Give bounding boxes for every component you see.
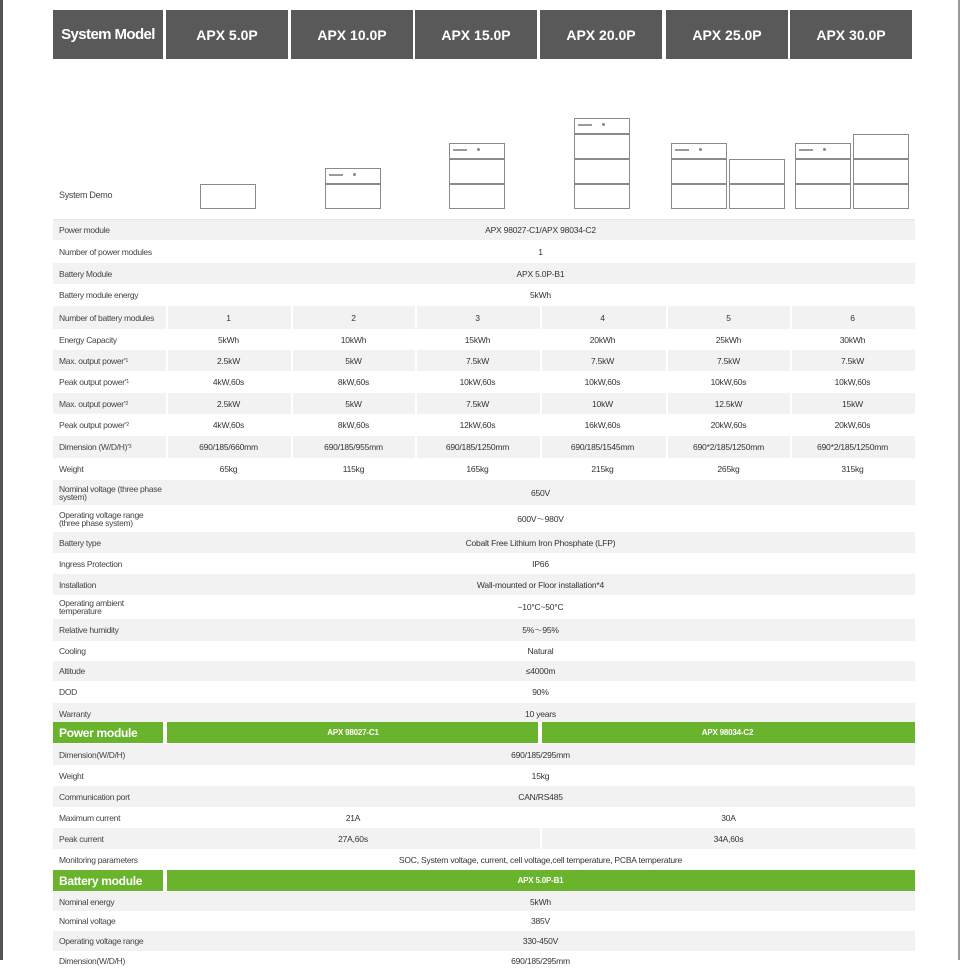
system-demo-row: [53, 62, 915, 220]
spec-row: [53, 661, 915, 681]
spec-label: [53, 807, 163, 828]
power-module-section-header: [53, 722, 915, 743]
spec-label: [53, 681, 163, 703]
spec-row: [53, 807, 915, 828]
spec-row: [53, 436, 915, 458]
spec-label-text: Communication port: [59, 791, 130, 802]
spec-value: 7.5kW: [540, 350, 663, 371]
spec-label-text: Peak output power: [59, 420, 125, 430]
brand-logo-icon: [453, 149, 467, 151]
spec-label-text: Weight: [59, 464, 84, 474]
spec-value: 30A: [540, 807, 915, 828]
spec-value: 690/185/1545mm: [540, 436, 663, 458]
spec-value: 10kW,60s: [415, 371, 538, 393]
spec-value: 20kW,60s: [790, 414, 913, 436]
spec-label: [53, 329, 163, 350]
spec-value: 10 years: [524, 709, 556, 719]
spec-row: [53, 574, 915, 595]
spec-value: 10kW: [540, 393, 663, 414]
spec-value: CAN/RS485: [518, 791, 563, 802]
spec-value: 16kW,60s: [540, 414, 663, 436]
spec-value: 5: [666, 306, 789, 329]
brand-logo-icon: [329, 174, 343, 176]
spec-value: 8kW,60s: [291, 414, 414, 436]
spec-value: 215kg: [540, 458, 663, 480]
spec-row: [53, 505, 915, 532]
screen-edge-left: [0, 0, 3, 960]
spec-label-text: Altitude: [59, 666, 85, 676]
spec-label-text: Battery Module: [59, 268, 112, 279]
demo-unit-6-b-module: [853, 159, 909, 184]
spec-label-text: Peak output power: [59, 377, 125, 387]
spec-value: 2.5kW: [166, 350, 289, 371]
spec-label: [53, 951, 163, 970]
spec-row: [53, 931, 915, 951]
indicator-light-icon: [353, 173, 356, 176]
spec-value: 3: [415, 306, 538, 329]
spec-row: [53, 828, 915, 849]
power-module-model-1: APX 98027-C1: [327, 728, 379, 737]
spec-value: 2.5kW: [166, 393, 289, 414]
spec-value: 600V～980V: [517, 513, 564, 524]
spec-value: 30kWh: [790, 329, 913, 350]
spec-value: 690/185/295mm: [511, 955, 570, 966]
spec-label: [53, 931, 163, 951]
spec-label-text: Nominal voltage (three phase system): [59, 483, 162, 502]
spec-value: 1: [538, 246, 543, 257]
brand-logo-icon: [799, 149, 813, 151]
spec-label: [53, 505, 163, 532]
spec-value: 5kWh: [530, 896, 551, 907]
spec-row: [53, 786, 915, 807]
column-divider: [163, 722, 167, 743]
header-model-2: APX 10.0P: [291, 10, 413, 59]
spec-label: [53, 263, 163, 284]
spec-label-text: Max. output power: [59, 398, 124, 409]
demo-unit-6-b-module: [853, 134, 909, 159]
spec-label-text: Battery type: [59, 537, 101, 548]
spec-row: [53, 350, 915, 371]
spec-value: 1: [166, 306, 289, 329]
spec-value: 90%: [532, 687, 549, 697]
spec-value: 690*2/185/1250mm: [790, 436, 913, 458]
demo-unit-5-a-module: [671, 184, 727, 209]
battery-module-title: Battery module: [59, 873, 143, 888]
header-model-1: APX 5.0P: [166, 10, 288, 59]
spec-label-text: Nominal voltage: [59, 916, 116, 926]
spec-label: [53, 892, 163, 911]
spec-value: 690*2/185/1250mm: [666, 436, 789, 458]
demo-unit-5-b-module: [729, 159, 785, 184]
spec-value: 5kW: [291, 350, 414, 371]
spec-value: Natural: [527, 646, 554, 656]
spec-label-text: Installation: [59, 579, 97, 590]
spec-label: [53, 574, 163, 595]
spec-value: 690/185/1250mm: [415, 436, 538, 458]
spec-value: 650V: [530, 487, 551, 498]
battery-module-model: APX 5.0P-B1: [517, 876, 564, 885]
spec-label-text: Warranty: [59, 709, 91, 719]
spec-row: [53, 892, 915, 911]
spec-value: −10°C~50°C: [517, 602, 564, 612]
spec-row: [53, 532, 915, 553]
spec-value: Wall-mounted or Floor installation*4: [476, 579, 605, 590]
spec-label: Peak output power *2: [59, 420, 129, 430]
spec-label: [53, 641, 163, 661]
spec-value: 5kW: [291, 393, 414, 414]
brand-logo-icon: [578, 124, 592, 126]
spec-label-text: Nominal energy: [59, 896, 115, 907]
spec-label: Max. output power *2: [59, 398, 128, 409]
spec-value: 12.5kW: [666, 393, 789, 414]
spec-value: 10kW,60s: [790, 371, 913, 393]
spec-row: [53, 765, 915, 786]
spec-label: [53, 532, 163, 553]
spec-value: Cobalt Free Lithium Iron Phosphate (LFP): [465, 537, 616, 548]
spec-label-text: Max. output power: [59, 355, 124, 366]
spec-value: 5kWh: [530, 290, 551, 300]
brand-logo-icon: [675, 149, 689, 151]
spec-row: [53, 220, 915, 240]
spec-label-text: Energy Capacity: [59, 334, 117, 345]
spec-value: 4kW,60s: [166, 414, 289, 436]
spec-value: 27A,60s: [338, 833, 368, 844]
spec-label: [53, 480, 163, 505]
spec-row: [53, 414, 915, 436]
spec-label: [53, 619, 163, 641]
spec-value: ≤4000m: [525, 666, 556, 676]
spec-value: 20kW,60s: [666, 414, 789, 436]
spec-label-text: Operating voltage range: [59, 936, 144, 946]
spec-row: [53, 458, 915, 480]
spec-value: 4kW,60s: [166, 371, 289, 393]
spec-row: [53, 744, 915, 765]
spec-label-text: Peak current: [59, 833, 104, 844]
spec-value: 25kWh: [666, 329, 789, 350]
spec-row: [53, 951, 915, 970]
spec-value: 8kW,60s: [291, 371, 414, 393]
demo-unit-3-module: [449, 184, 505, 209]
spec-row: [53, 306, 915, 329]
spec-value: 20kWh: [540, 329, 663, 350]
demo-unit-6-a-module: [795, 184, 851, 209]
spec-value: 65kg: [166, 458, 289, 480]
spec-value: 15kg: [531, 770, 550, 781]
spec-value: 7.5kW: [415, 393, 538, 414]
column-divider: [163, 870, 167, 891]
spec-label-text: DOD: [59, 687, 77, 697]
spec-value: 7.5kW: [790, 350, 913, 371]
demo-unit-2-power-module: [325, 168, 381, 184]
spec-row: [53, 641, 915, 661]
spec-label-text: Cooling: [59, 646, 86, 656]
system-demo-label: System Demo: [59, 190, 113, 200]
spec-value: 330-450V: [522, 936, 559, 946]
spec-label: Dimension (W/D/H) *3: [59, 442, 132, 452]
indicator-light-icon: [699, 148, 702, 151]
spec-value: 5%～95%: [522, 625, 559, 635]
spec-value: 4: [540, 306, 663, 329]
power-module-title: Power module: [59, 725, 138, 740]
demo-unit-1-module: [200, 184, 256, 209]
demo-unit-4-power-module: [574, 118, 630, 134]
spec-label-text: Maximum current: [59, 812, 121, 823]
indicator-light-icon: [602, 123, 605, 126]
spec-label: [53, 306, 163, 329]
spec-value: 7.5kW: [415, 350, 538, 371]
spec-value: 315kg: [790, 458, 913, 480]
spec-label-text: Battery module energy: [59, 290, 139, 300]
spec-row: [53, 480, 915, 505]
spec-label-text: Monitoring parameters: [59, 854, 138, 865]
spec-label: [53, 284, 163, 306]
spec-row: [53, 911, 915, 931]
demo-unit-3-module: [449, 159, 505, 184]
spec-label: [53, 849, 163, 870]
indicator-light-icon: [477, 148, 480, 151]
spec-value: APX 5.0P-B1: [516, 268, 565, 279]
spec-value: 10kW,60s: [666, 371, 789, 393]
spec-value: 10kWh: [291, 329, 414, 350]
spec-value: APX 98027-C1/APX 98034-C2: [485, 225, 596, 235]
spec-value: 15kWh: [415, 329, 538, 350]
demo-unit-5-a-power-module: [671, 143, 727, 159]
spec-value: 12kW,60s: [415, 414, 538, 436]
spec-row: [53, 681, 915, 703]
spec-row: [53, 263, 915, 284]
spec-row: [53, 240, 915, 263]
spec-label: [53, 661, 163, 681]
spec-label-text: Dimension(W/D/H): [59, 955, 126, 966]
demo-unit-4-module: [574, 134, 630, 159]
header-system-model: System Model: [53, 10, 163, 59]
demo-unit-4-module: [574, 159, 630, 184]
spec-label: [53, 828, 163, 849]
spec-label: [53, 458, 163, 480]
spec-row: [53, 595, 915, 619]
spec-label: Max. output power *1: [59, 355, 128, 366]
spec-value: 34A,60s: [540, 828, 915, 849]
demo-unit-6-a-module: [795, 159, 851, 184]
spec-value: 21A: [345, 812, 361, 823]
spec-row: [53, 284, 915, 306]
spec-value: 15kW: [790, 393, 913, 414]
spec-label-text: Dimension (W/D/H): [59, 442, 128, 452]
header-model-3: APX 15.0P: [415, 10, 537, 59]
spec-label: [53, 553, 163, 574]
spec-value: 5kWh: [166, 329, 289, 350]
spec-label: [53, 220, 163, 240]
spec-row: [53, 329, 915, 350]
power-module-model-2: APX 98034-C2: [701, 728, 754, 737]
spec-label-text: Operating voltage range (three phase system): [59, 509, 144, 528]
spec-label-text: Number of battery modules: [59, 312, 155, 323]
spec-value: 7.5kW: [666, 350, 789, 371]
spec-value: 115kg: [291, 458, 414, 480]
battery-module-section-header: [53, 870, 915, 891]
spec-row: [53, 849, 915, 870]
spec-label-text: Ingress Protection: [59, 558, 123, 569]
spec-label-text: Power module: [59, 225, 110, 235]
spec-label: Peak output power *1: [59, 377, 129, 387]
spec-label-text: Number of power modules: [59, 246, 152, 257]
spec-label: [53, 786, 163, 807]
spec-value: 690/185/295mm: [511, 749, 570, 760]
spec-value: 690/185/955mm: [291, 436, 414, 458]
header-model-6: APX 30.0P: [790, 10, 912, 59]
spec-label-text: Operating ambient temperature: [59, 598, 124, 616]
spec-value: 265kg: [666, 458, 789, 480]
spec-value: 165kg: [415, 458, 538, 480]
demo-unit-4-module: [574, 184, 630, 209]
demo-unit-5-b-module: [729, 184, 785, 209]
demo-unit-3-power-module: [449, 143, 505, 159]
header-model-5: APX 25.0P: [666, 10, 788, 59]
spec-value: 2: [291, 306, 414, 329]
spec-label-text: Weight: [59, 770, 84, 781]
spec-row: [53, 553, 915, 574]
column-divider: [538, 722, 542, 743]
spec-value: 690/185/660mm: [166, 436, 289, 458]
demo-unit-5-a-module: [671, 159, 727, 184]
spec-label: [53, 744, 163, 765]
spec-row: [53, 371, 915, 393]
spec-label: [53, 240, 163, 263]
spec-label-text: Relative humidity: [59, 625, 119, 635]
spec-label-text: Dimension(W/D/H): [59, 749, 126, 760]
indicator-light-icon: [823, 148, 826, 151]
spec-label: [53, 595, 163, 619]
spec-value: 385V: [530, 916, 551, 926]
spec-value: 6: [790, 306, 913, 329]
spec-value: 10kW,60s: [540, 371, 663, 393]
header-model-4: APX 20.0P: [540, 10, 662, 59]
spec-row: [53, 393, 915, 414]
spec-value: IP66: [532, 558, 549, 569]
demo-unit-6-b-module: [853, 184, 909, 209]
spec-label: [53, 911, 163, 931]
demo-unit-2-module: [325, 184, 381, 209]
demo-unit-6-a-power-module: [795, 143, 851, 159]
spec-value: SOC, System voltage, current, cell voltage,cell temperature, PCBA temperature: [398, 854, 683, 865]
spec-label: [53, 765, 163, 786]
spec-row: [53, 619, 915, 641]
